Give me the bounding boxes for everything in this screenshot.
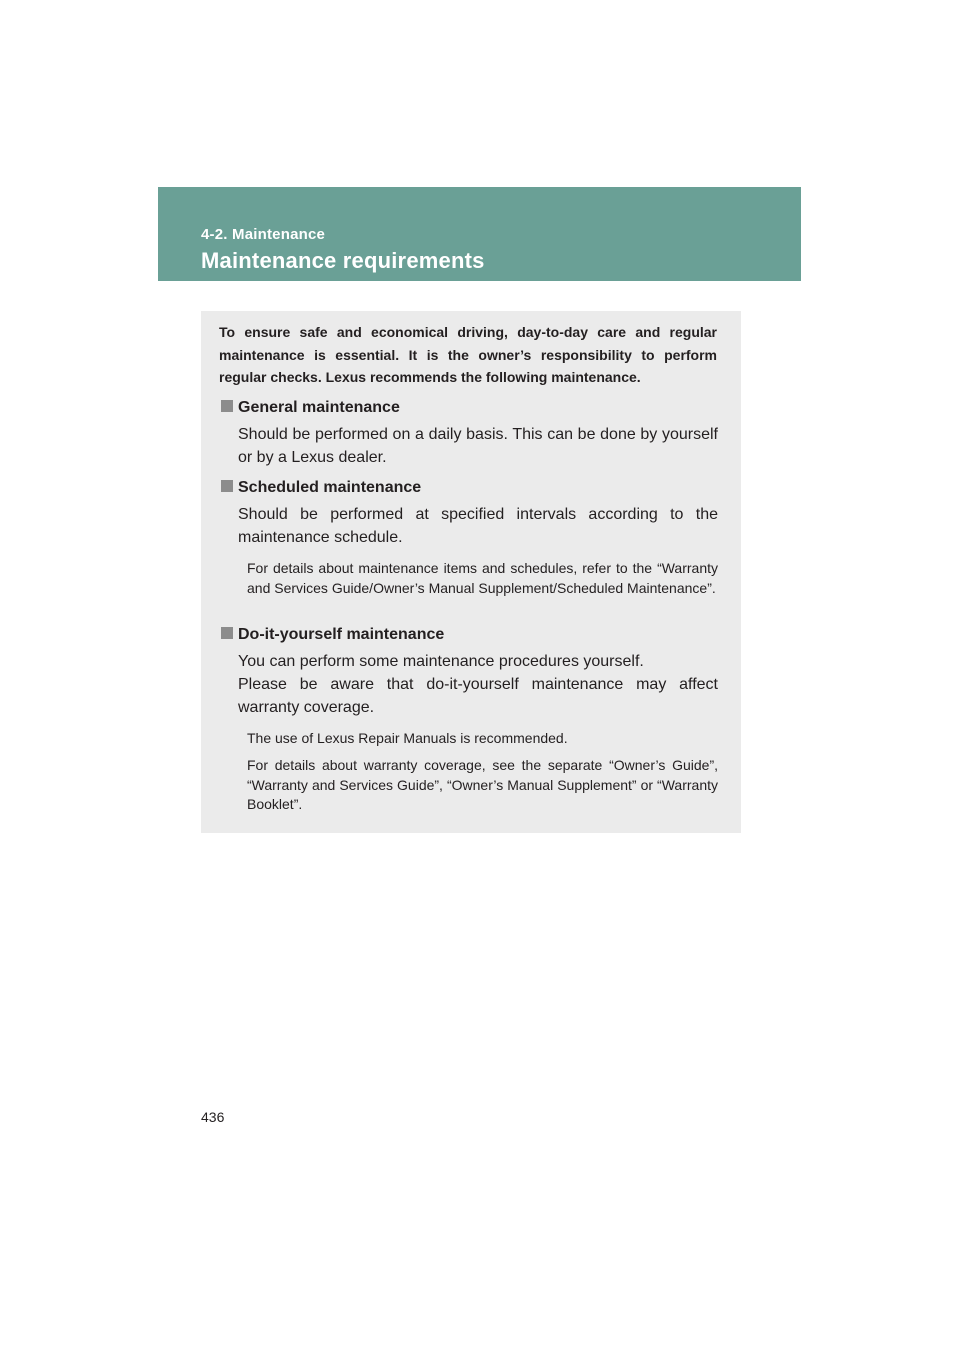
page-title: Maintenance requirements xyxy=(201,248,485,273)
section-label: 4-2. Maintenance xyxy=(201,226,326,243)
square-bullet-icon xyxy=(221,400,233,412)
section-note-diy-warranty: For details about warranty coverage, see the separate “Owner’s Guide”, “Warranty and Services Guide”, “Owner’s Manual Supplement” or “Warranty Booklet”. xyxy=(247,757,718,812)
section-heading-diy xyxy=(221,625,444,645)
square-bullet-icon xyxy=(221,627,233,639)
page-number: 436 xyxy=(201,1109,225,1125)
section-heading-label: Do-it-yourself maintenance xyxy=(238,626,445,643)
section-heading-label: General maintenance xyxy=(238,399,400,416)
intro-text: To ensure safe and economical driving, day-to-day care and regular maintenance is essential. It is the owner’s responsibility to perform regular checks. Lexus recommends the following maintenance. xyxy=(219,324,717,385)
section-body-diy-warning: Please be aware that do-it-yourself maintenance may affect warranty coverage. xyxy=(238,676,718,716)
section-note-scheduled: For details about maintenance items and schedules, refer to the “Warranty and Services Guide/Owner’s Manual Supplement/Scheduled Maintenance”. xyxy=(247,560,718,596)
section-heading-general xyxy=(221,398,400,418)
section-body-diy: You can perform some maintenance procedures yourself. xyxy=(238,653,644,670)
section-heading-label: Scheduled maintenance xyxy=(238,479,422,496)
section-heading-scheduled xyxy=(221,478,421,498)
section-header-band xyxy=(158,187,801,281)
content-box xyxy=(201,311,741,833)
square-bullet-icon xyxy=(221,480,233,492)
section-body-general: Should be performed on a daily basis. This can be done by yourself or by a Lexus dealer. xyxy=(238,426,718,466)
section-body-scheduled: Should be performed at specified intervals according to the maintenance schedule. xyxy=(238,506,718,546)
section-note-diy-manuals: The use of Lexus Repair Manuals is recommended. xyxy=(247,730,568,746)
